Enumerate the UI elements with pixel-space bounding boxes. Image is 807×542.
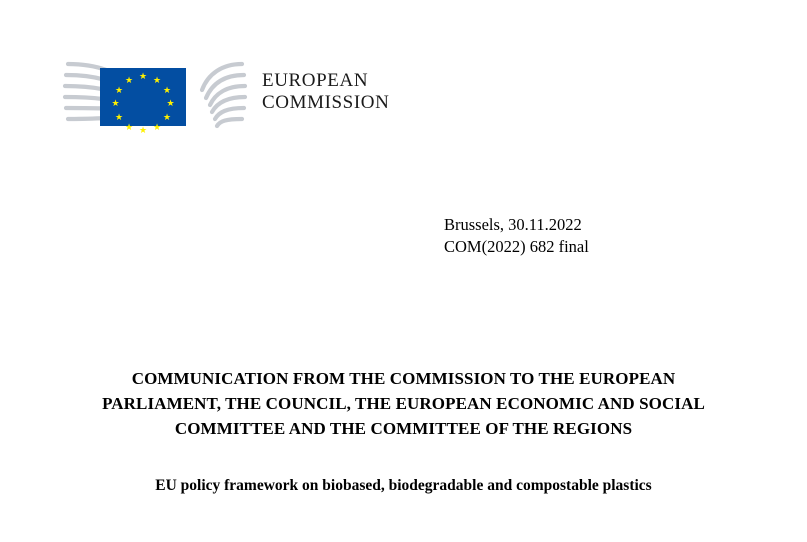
eu-flag: ★ ★ ★ ★ ★ ★ ★ ★ ★ ★ ★ ★ [100, 68, 186, 126]
page-title: COMMUNICATION FROM THE COMMISSION TO THE EUROPEAN PARLIAMENT, THE COUNCIL, THE EUROPEAN ECONOMIC AND SOCIAL COMMITTEE AND THE COMMITTEE OF THE REGIONS [102, 369, 705, 438]
eu-emblem [62, 42, 248, 142]
document-reference-block [444, 214, 589, 258]
institution-name [262, 70, 389, 114]
eu-commission-logo [62, 42, 389, 142]
institution-name-line-1: EUROPEAN [262, 70, 369, 91]
page-subtitle: EU policy framework on biobased, biodegradable and compostable plastics [155, 477, 652, 494]
title-block [0, 366, 807, 497]
document-number: COM(2022) 682 final [444, 237, 589, 256]
institution-name-line-2: COMMISSION [262, 92, 390, 113]
place-and-date: Brussels, 30.11.2022 [444, 215, 582, 234]
